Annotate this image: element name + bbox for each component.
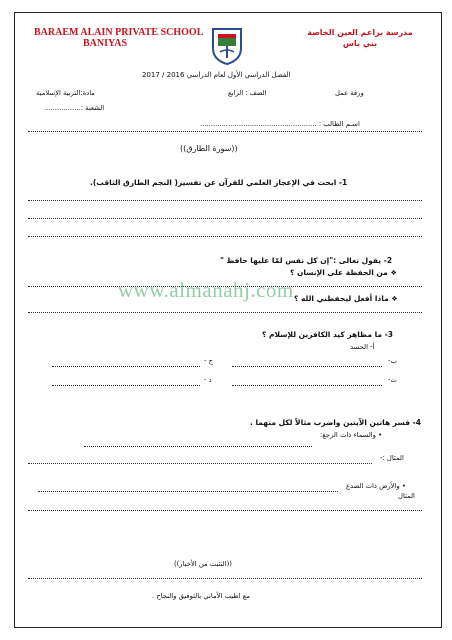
question-3e: د - [204, 376, 212, 384]
answer-line [84, 446, 312, 447]
subject-label: مادة:التربية الإسلامية [36, 89, 95, 97]
answer-line [28, 236, 422, 237]
school-name-ar-line2: بني ياس [342, 39, 378, 48]
question-3d: ت- [388, 376, 397, 384]
closing-message: مع اطيب الأماني بالتوفيق والنجاح . [152, 592, 250, 600]
school-name-ar-line1: مدرسة براعم العين الخاصة [307, 28, 413, 37]
student-name-field: اسـم الطالب : ...................................................... [200, 120, 360, 128]
question-4a-text: والسماء ذات الرجع: [320, 431, 376, 439]
term-line: الفصل الدراسي الأول لعام الدراسي 2016 / 2017 [142, 71, 291, 79]
answer-line [28, 312, 422, 313]
question-2: 2- يقول تعالى :"إن كل نفس لمّا عليها حافظ " [220, 256, 393, 265]
question-2b [294, 294, 398, 303]
answer-line [28, 463, 372, 464]
sura-title: ((سورة الطارق)) [180, 144, 238, 153]
answer-line [28, 510, 422, 511]
section-label: الشعبة :................. [44, 104, 105, 112]
diamond-bullet-icon: ❖ [390, 269, 397, 277]
question-3a: أ- الحسد [350, 343, 375, 351]
question-4b [346, 482, 406, 490]
question-3c: ج - [204, 357, 214, 365]
question-2a [290, 268, 397, 277]
school-name-en-line2: BANIYAS [82, 38, 128, 49]
answer-line [232, 366, 382, 367]
answer-line [52, 366, 200, 367]
school-logo-icon [210, 26, 244, 66]
question-2a-text: من الحفظة على الإنسان ؟ [290, 268, 388, 277]
question-4: 4- فسر هاتين الآيتين واضرب مثالاً لكل منهما . [250, 418, 421, 427]
question-4b-example: المثال [398, 492, 415, 500]
question-4a-example: المثال :- [380, 454, 404, 462]
bullet-icon: • [401, 482, 406, 490]
question-4a [320, 431, 382, 439]
answer-line [38, 491, 338, 492]
answer-line [232, 385, 382, 386]
grade-label: الصف : الرابع [228, 89, 267, 97]
watermark: www.almanahj.com [118, 278, 294, 302]
answer-line [28, 578, 422, 579]
answer-line [52, 385, 200, 386]
worksheet-label: ورقة عمل [335, 89, 364, 97]
school-name-en-line1: BARAEM ALAIN PRIVATE SCHOOL [34, 27, 204, 38]
bullet-icon: • [378, 431, 383, 439]
question-1: 1- ابحث في الإعجاز العلمي للقرآن عن تفسير( النجم الطارق الثاقب). [90, 178, 348, 187]
question-2b-text: ماذا أفعل ليحفظني الله ؟ [294, 294, 389, 303]
school-name-arabic [300, 27, 420, 49]
school-name-english [34, 27, 204, 49]
divider [28, 131, 422, 132]
answer-line [28, 200, 422, 201]
diamond-bullet-icon: ❖ [391, 295, 398, 303]
question-3b: ب- [388, 357, 397, 365]
answer-line [28, 218, 422, 219]
tathbeet-title: ((التثبت من الأخبار)) [174, 560, 232, 568]
question-4b-text: والأرض ذات الصدع [346, 482, 400, 490]
question-3: 3- ما مظاهر كيد الكافرين للإسلام ؟ [262, 330, 393, 339]
